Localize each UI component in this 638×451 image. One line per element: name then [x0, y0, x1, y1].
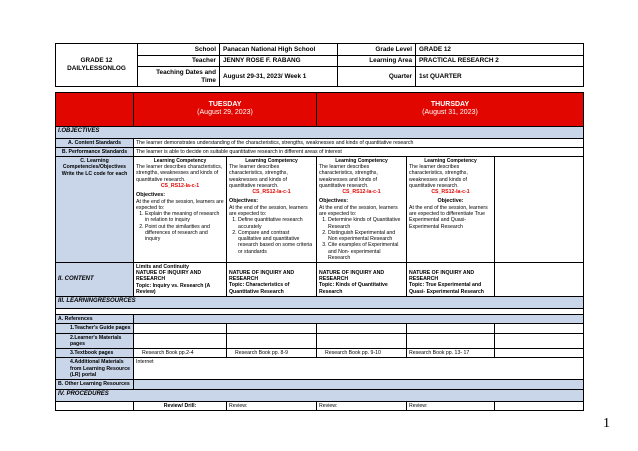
performance-standards-value: The learner is able to decide on suitable quantitative research in different areas of interest: [134, 147, 584, 156]
objectives-heading: Objectives:: [229, 198, 259, 205]
page-number: 1: [603, 416, 610, 431]
content-cell-4: [407, 262, 495, 296]
grade-title: GRADE 12 DAILYLESSONLOG: [56, 44, 138, 87]
objective-item: 2. Compare and contrast qualitative and quantitative research based on some criteria or standards: [238, 230, 314, 255]
objectives-intro: At the end of the session, learners are expected to:: [229, 204, 308, 218]
objective-item: 1. Define quantitative research accurately: [238, 217, 314, 229]
objectives-intro: At the end of the session, learners are expected to:: [319, 204, 398, 218]
references-label: A. References: [56, 315, 134, 324]
review-cell-2: Review:: [227, 402, 317, 411]
review-cell-3: Review:: [317, 402, 407, 411]
topic-title: NATURE OF INQUIRY AND RESEARCH: [319, 269, 385, 283]
objectives-list: [136, 211, 224, 242]
learners-materials-label: 2.Learner's Materials pages: [56, 333, 134, 348]
objective-item: 1. Explain the meaning of research in relation to inquiry: [145, 211, 224, 223]
procedures-section: IV. PROCEDURES: [56, 390, 584, 402]
competency-text: The learner describes characteristics, strengths, weaknesses and kinds of quantitative research.: [229, 164, 288, 189]
lc-code: CS_RS12-Ia-c-1: [342, 189, 381, 196]
objectives-intro: At the end of the session, learners are expected to differentiate True Experimental and Quasi- Experimental Research: [409, 204, 488, 230]
additional-materials-label: 4.Additional Materials from Learning Resource (LR) portal: [56, 358, 134, 380]
objectives-list: [229, 217, 314, 254]
review-cell-1: Review/ Drill:: [134, 402, 227, 411]
textbook-cell-4: Research Book pp. 13- 17: [407, 349, 495, 358]
procedures-label-cell: [56, 402, 134, 411]
day-blank-cell: [56, 92, 134, 126]
other-resources-row: [134, 380, 584, 390]
textbook-label: 3.Textbook pages: [56, 349, 134, 358]
competencies-label: C. Learning Competencies/Objectives Write the LC code for each: [56, 157, 134, 263]
objectives-heading: Objectives:: [136, 192, 166, 199]
competency-cell-5: [495, 157, 584, 263]
school-value: Panacan National High School: [220, 44, 338, 56]
review-cell-4: Review:: [407, 402, 495, 411]
topic-title: NATURE OF INQUIRY AND RESEARCH: [136, 270, 202, 283]
content-standards-label: A. Content Standards: [56, 138, 134, 147]
topic-text: Topic: Characteristics of Quantitative Research: [229, 282, 290, 295]
teacher-label: Teacher: [138, 55, 220, 67]
competency-text: The learner describes characteristics, strengths, weaknesses and kinds of quantitative research.: [136, 164, 223, 183]
competency-cell-4: [407, 157, 495, 263]
textbook-cell-3: Research Book pp. 9-10: [317, 349, 407, 358]
thursday-heading: THURSDAY (August 31, 2023): [317, 92, 584, 126]
additional-materials-value: Internet: [134, 358, 584, 380]
resources-section: III. LEARNINGRESOURCES: [56, 297, 584, 309]
competency-cell-1: [134, 157, 227, 263]
competency-cell-3: [317, 157, 407, 263]
competency-cell-2: [227, 157, 317, 263]
performance-standards-label: B. Performance Standards: [56, 147, 134, 156]
textbook-cell-2: Research Book pp. 8-9: [227, 349, 317, 358]
competency-heading: Learning Competency: [245, 158, 298, 165]
learning-area-label: Learning Area: [338, 55, 416, 67]
header-table: [55, 43, 584, 87]
objectives-list: [319, 217, 404, 261]
topic-text: Topic: Inquiry vs. Research (A Review): [136, 282, 211, 295]
limits-text: Limits and Continuity: [136, 263, 190, 270]
competency-heading: Learning Competency: [153, 158, 207, 165]
topic-text: Topic: True Experimental and Quasi- Experimental Research: [409, 282, 484, 295]
lc-code: CS_RS12-Ia-c-1: [160, 182, 200, 189]
objective-item: 3. Cite examples of Experimental and Non- experimental Research: [328, 242, 404, 261]
topic-title: NATURE OF INQUIRY AND RESEARCH: [409, 269, 475, 283]
dates-value: August 29-31, 2023/ Week 1: [220, 67, 338, 86]
objective-item: 2. Point out the similarities and differences of research and inquiry: [145, 224, 224, 243]
objective-item: 2. Distinguish Experimental and Non experimental Research: [328, 230, 404, 242]
grade-level-value: GRADE 12: [416, 44, 584, 56]
competency-heading: Learning Competency: [424, 158, 477, 165]
objectives-intro: At the end of the session, learners are expected to:: [136, 198, 224, 211]
lc-code: CS_RS12-Ia-c-1: [431, 189, 470, 196]
lesson-log-page: [55, 43, 583, 411]
learning-area-value: PRACTICAL RESEARCH 2: [416, 55, 584, 67]
content-section-label: II. CONTENT: [56, 262, 134, 296]
references-row: [134, 315, 584, 324]
topic-title: NATURE OF INQUIRY AND RESEARCH: [229, 269, 295, 283]
lc-code: CS_RS12-Ia-c-1: [252, 189, 291, 196]
competency-heading: Learning Competency: [335, 158, 388, 165]
objectives-heading: Objective:: [437, 198, 464, 205]
competency-text: The learner describes characteristics, strengths, weaknesses and kinds of quantitative research.: [319, 164, 378, 189]
competency-text: The learner describes characteristics, strengths, weaknesses and kinds of quantitative research.: [409, 164, 468, 189]
content-cell-2: [227, 262, 317, 296]
teacher-value: JENNY ROSE F. RABANG: [220, 55, 338, 67]
objectives-heading: Objectives:: [319, 198, 349, 205]
teachers-guide-label: 1.Teacher's Guide pages: [56, 324, 134, 333]
quarter-label: Quarter: [338, 67, 416, 86]
objective-item: 1. Determine kinds of Quantitative Research: [328, 217, 404, 229]
content-cell-3: [317, 262, 407, 296]
content-cell-5: [495, 262, 584, 296]
dates-label: Teaching Dates and Time: [138, 67, 220, 86]
lesson-table: [55, 92, 584, 412]
other-resources-label: B. Other Learning Resources: [56, 380, 134, 390]
objectives-section: I.OBJECTIVES: [56, 126, 584, 138]
school-label: School: [138, 44, 220, 56]
content-cell-1: [134, 262, 227, 296]
quarter-value: 1st QUARTER: [416, 67, 584, 86]
content-standards-value: The learner demonstrates understanding of the characteristics, strengths, weaknesses and kinds of quantitative research: [134, 138, 584, 147]
textbook-cell-1: Research Book pp.2-4: [134, 349, 227, 358]
tuesday-heading: TUESDAY (August 29, 2023): [134, 92, 317, 126]
grade-level-label: Grade Level: [338, 44, 416, 56]
topic-text: Topic: Kinds of Quantitative Research: [319, 282, 388, 295]
